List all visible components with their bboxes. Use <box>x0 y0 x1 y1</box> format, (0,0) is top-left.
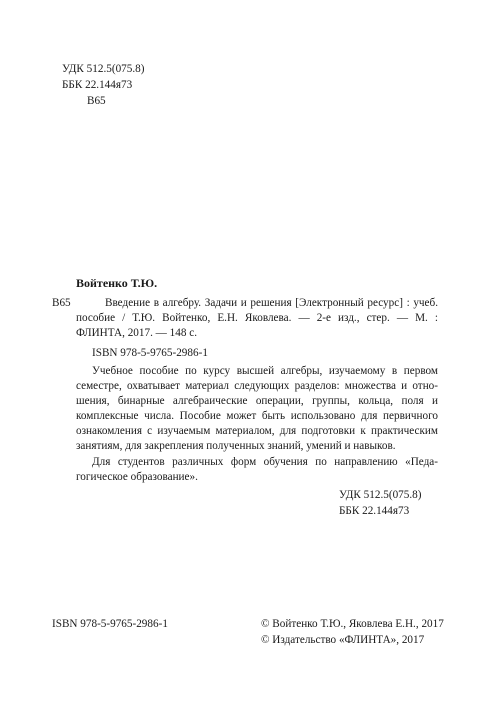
author-mark: В65 <box>87 95 106 107</box>
entry-bbk: ББК 22.144я73 <box>339 505 410 517</box>
udk-code: УДК 512.5(075.8) <box>62 63 145 75</box>
entry-udk: УДК 512.5(075.8) <box>339 489 422 501</box>
audience-line-1: Для студентов различных форм обучения по направлению «Педа- <box>92 456 438 468</box>
description-line-3: ФЛИНТА, 2017. — 148 с. <box>76 327 197 339</box>
bbk-code: ББК 22.144я73 <box>62 79 133 91</box>
entry-isbn: ISBN 978-5-9765-2986-1 <box>92 347 208 359</box>
annotation-line-3: шения, бинарные алгебраические операции, группы, кольца, поля и <box>76 395 438 407</box>
copyright-authors: © Войтенко Т.Ю., Яковлева Е.Н., 2017 <box>261 618 444 630</box>
description-line-2: пособие / Т.Ю. Войтенко, Е.Н. Яковлева. — 2-е изд., стер. — М. : <box>76 312 438 324</box>
annotation-line-6: занятиям, для закрепления полученных знаний, умений и навыков. <box>76 440 396 452</box>
entry-author-mark: В65 <box>52 297 71 309</box>
annotation-line-1: Учебное пособие по курсу высшей алгебры, изучаемому в первом <box>92 365 438 377</box>
annotation-line-5: ознакомления с изучаемым материалом, для подготовки к практическим <box>76 425 438 437</box>
author-heading: Войтенко Т.Ю. <box>76 276 158 290</box>
footer-isbn: ISBN 978-5-9765-2986-1 <box>52 618 168 630</box>
annotation-line-2: семестре, охватывает материал следующих разделов: множества и отно- <box>76 380 438 392</box>
annotation-line-4: комплексные числа. Пособие может быть использовано для первичного <box>76 410 438 422</box>
audience-line-2: гогическое образование». <box>76 471 198 483</box>
description-line-1: Введение в алгебру. Задачи и решения [Электронный ресурс] : учеб. <box>105 297 438 309</box>
copyright-publisher: © Издательство «ФЛИНТА», 2017 <box>261 634 425 646</box>
